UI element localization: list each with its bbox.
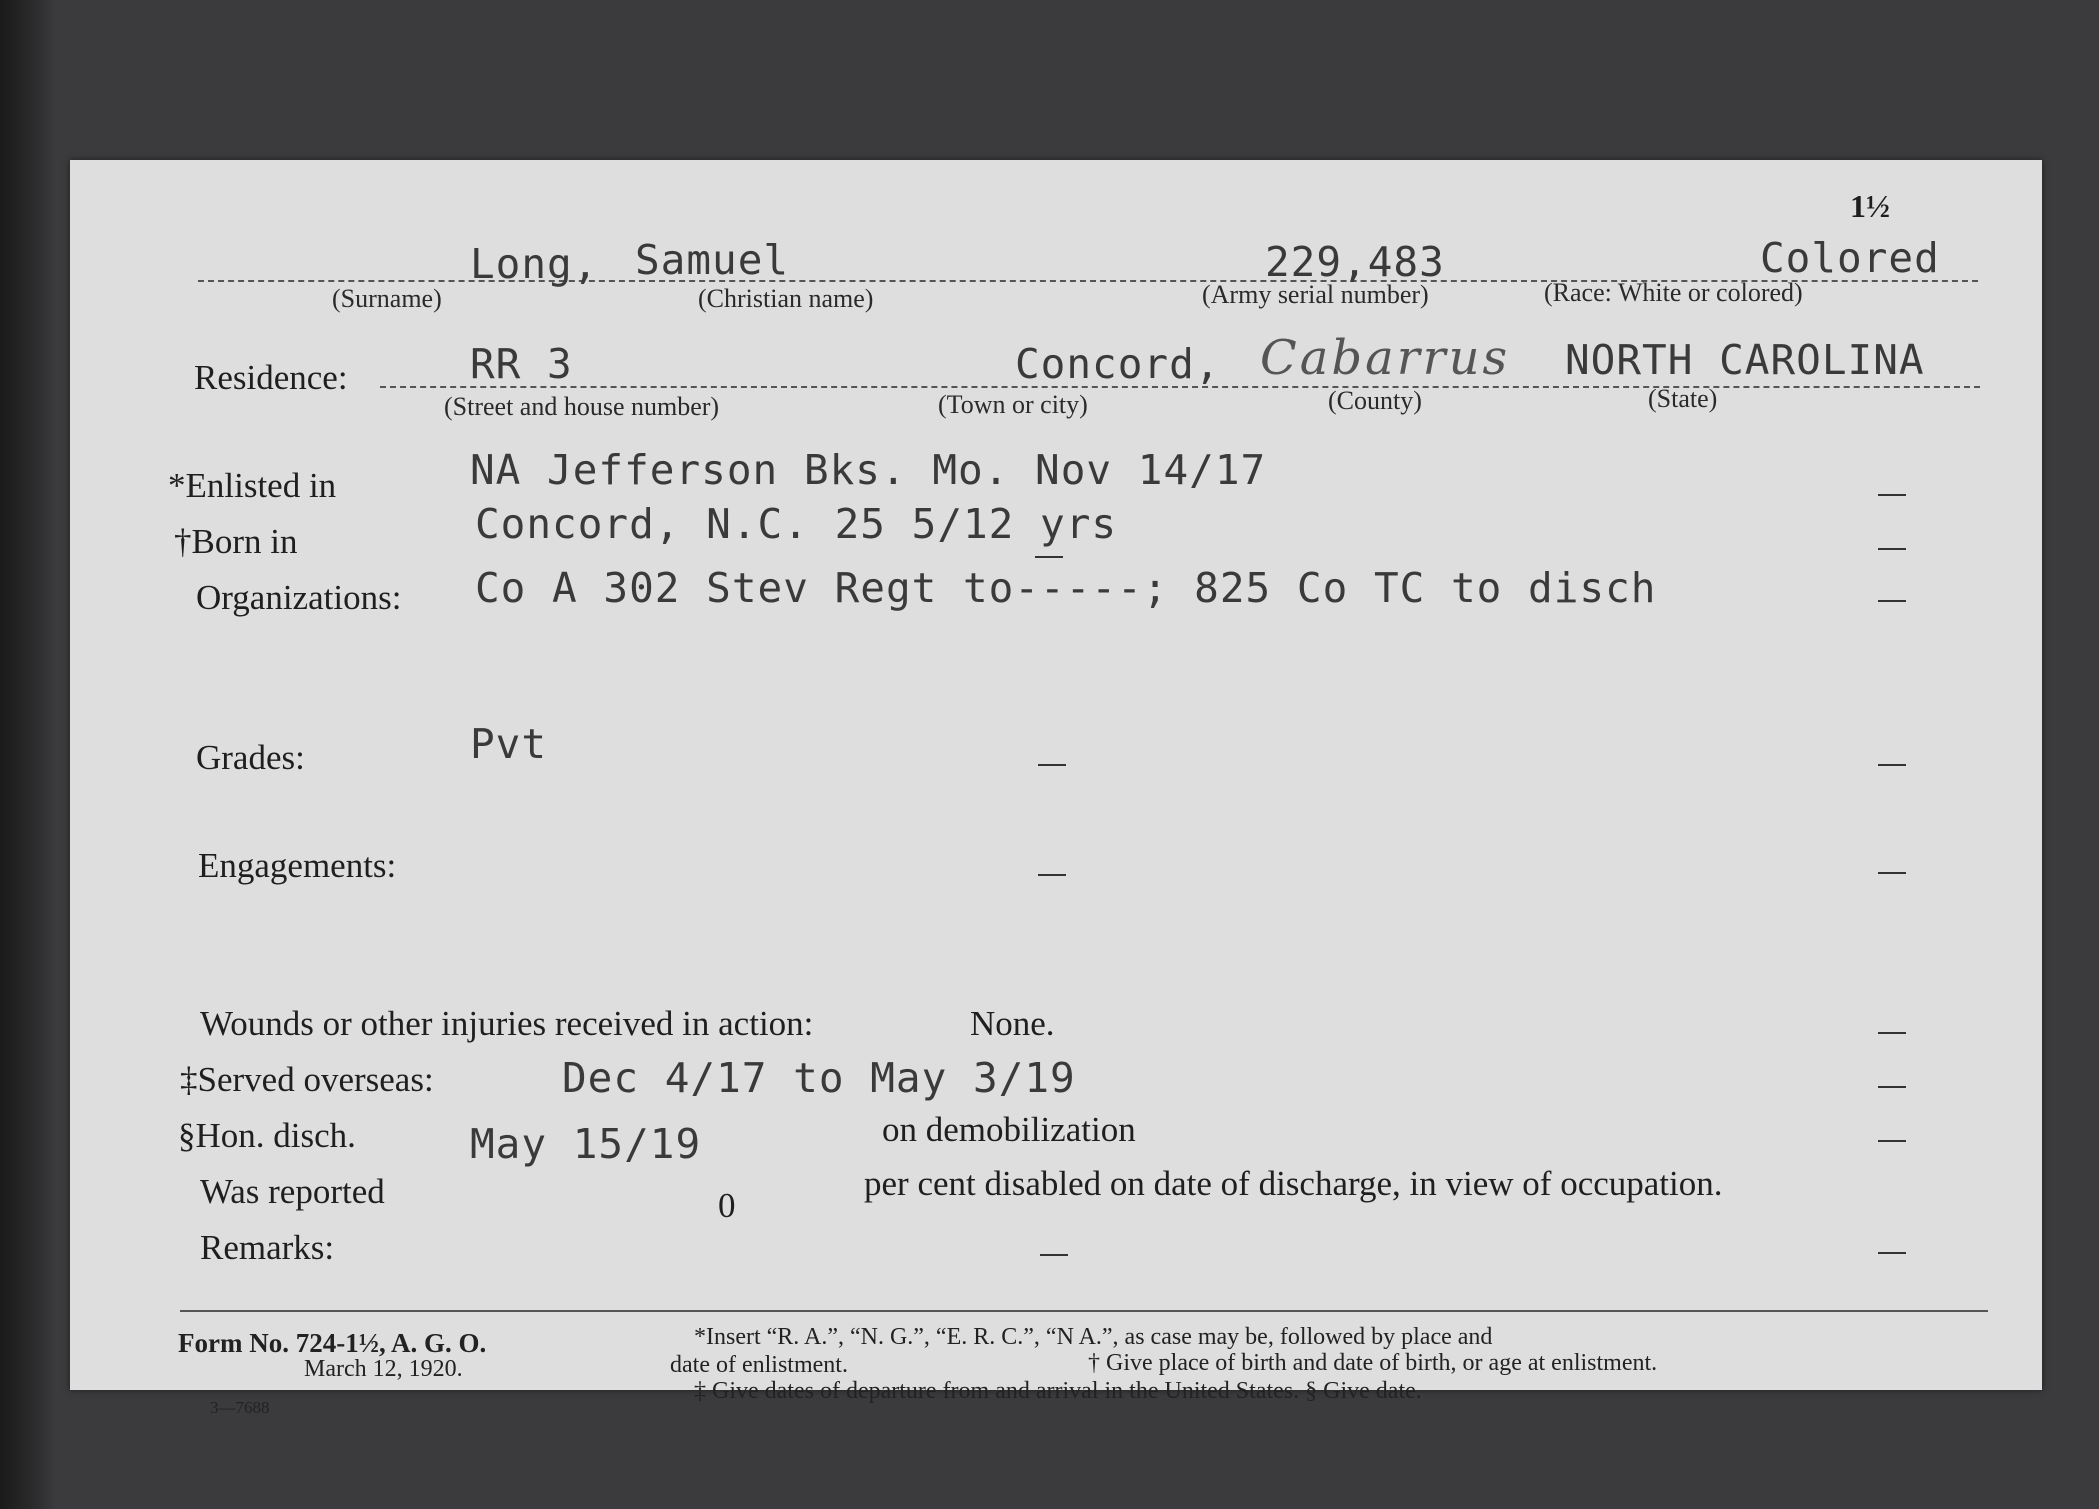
race-value: Colored — [1760, 234, 1940, 282]
dash-engagements-mid — [1038, 874, 1066, 876]
wounds-value: None. — [970, 1004, 1055, 1043]
residence-street-value: RR 3 — [470, 340, 573, 388]
dash-born-mid — [1035, 556, 1063, 558]
surname-value: Long, — [470, 240, 599, 288]
wounds-label: Wounds or other injuries received in action: — [200, 1004, 814, 1043]
hon-disch-suffix: on demobilization — [882, 1110, 1136, 1149]
state-caption: (State) — [1648, 384, 1718, 413]
race-caption: (Race: White or colored) — [1544, 278, 1803, 307]
engagements-label: Engagements: — [198, 846, 397, 885]
scan-edge — [0, 0, 55, 1509]
dash-remarks — [1878, 1252, 1906, 1254]
grades-label: Grades: — [196, 738, 305, 777]
residence-label: Residence: — [194, 358, 348, 397]
overseas-label: ‡Served overseas: — [180, 1060, 434, 1099]
county-caption: (County) — [1328, 386, 1422, 415]
residence-county-value: Cabarrus — [1260, 330, 1511, 386]
street-caption: (Street and house number) — [444, 392, 720, 421]
dash-hon-disch — [1878, 1140, 1906, 1142]
christian-name-value: Samuel — [635, 236, 790, 284]
residence-town-value: Concord, — [1015, 340, 1221, 388]
reported-value: 0 — [718, 1186, 736, 1225]
remarks-label: Remarks: — [200, 1228, 335, 1267]
organizations-label: Organizations: — [196, 578, 402, 617]
dash-grades-mid — [1038, 764, 1066, 766]
dash-wounds — [1878, 1032, 1906, 1034]
dash-organizations — [1878, 600, 1906, 602]
enlisted-label: *Enlisted in — [168, 466, 337, 505]
service-record-card — [70, 160, 2042, 1417]
print-code: 3—7688 — [210, 1398, 270, 1417]
footnote-line-1: *Insert “R. A.”, “N. G.”, “E. R. C.”, “N A.”, as case may be, followed by place and — [694, 1324, 1493, 1350]
christian-name-caption: (Christian name) — [698, 284, 874, 313]
born-label: †Born in — [174, 522, 298, 561]
serial-caption: (Army serial number) — [1202, 280, 1429, 309]
footnote-line-2a: date of enlistment. — [670, 1352, 848, 1378]
town-caption: (Town or city) — [938, 390, 1088, 419]
surname-caption: (Surname) — [332, 284, 442, 313]
dash-engagements — [1878, 872, 1906, 874]
form-number: Form No. 724-1½, A. G. O. — [178, 1328, 487, 1358]
dash-grades — [1878, 764, 1906, 766]
footnote-line-2b: † Give place of birth and date of birth, or age at enlistment. — [1088, 1350, 1658, 1376]
hon-disch-label: §Hon. disch. — [178, 1116, 356, 1155]
dash-enlisted — [1878, 494, 1906, 496]
enlisted-value: NA Jefferson Bks. Mo. Nov 14/17 — [470, 446, 1267, 494]
reported-label: Was reported — [200, 1172, 385, 1211]
corner-number: 1½ — [1850, 188, 1890, 224]
form-date: March 12, 1920. — [304, 1356, 463, 1382]
reported-suffix: per cent disabled on date of discharge, in view of occupation. — [864, 1164, 1723, 1203]
dash-born — [1878, 548, 1906, 550]
organizations-value: Co A 302 Stev Regt to-----; 825 Co TC to disch — [475, 564, 1657, 612]
overseas-value: Dec 4/17 to May 3/19 — [562, 1054, 1076, 1102]
dash-overseas — [1878, 1086, 1906, 1088]
footer-rule — [180, 1310, 1988, 1312]
grades-value: Pvt — [470, 720, 548, 768]
residence-state-value: NORTH CAROLINA — [1565, 336, 1925, 384]
born-value: Concord, N.C. 25 5/12 yrs — [475, 500, 1118, 548]
hon-disch-value: May 15/19 — [470, 1120, 702, 1168]
serial-number-value: 229,483 — [1265, 238, 1445, 286]
footnote-line-3: ‡ Give dates of departure from and arrival in the United States. § Give date. — [694, 1378, 1422, 1404]
dash-remarks-mid — [1040, 1254, 1068, 1256]
